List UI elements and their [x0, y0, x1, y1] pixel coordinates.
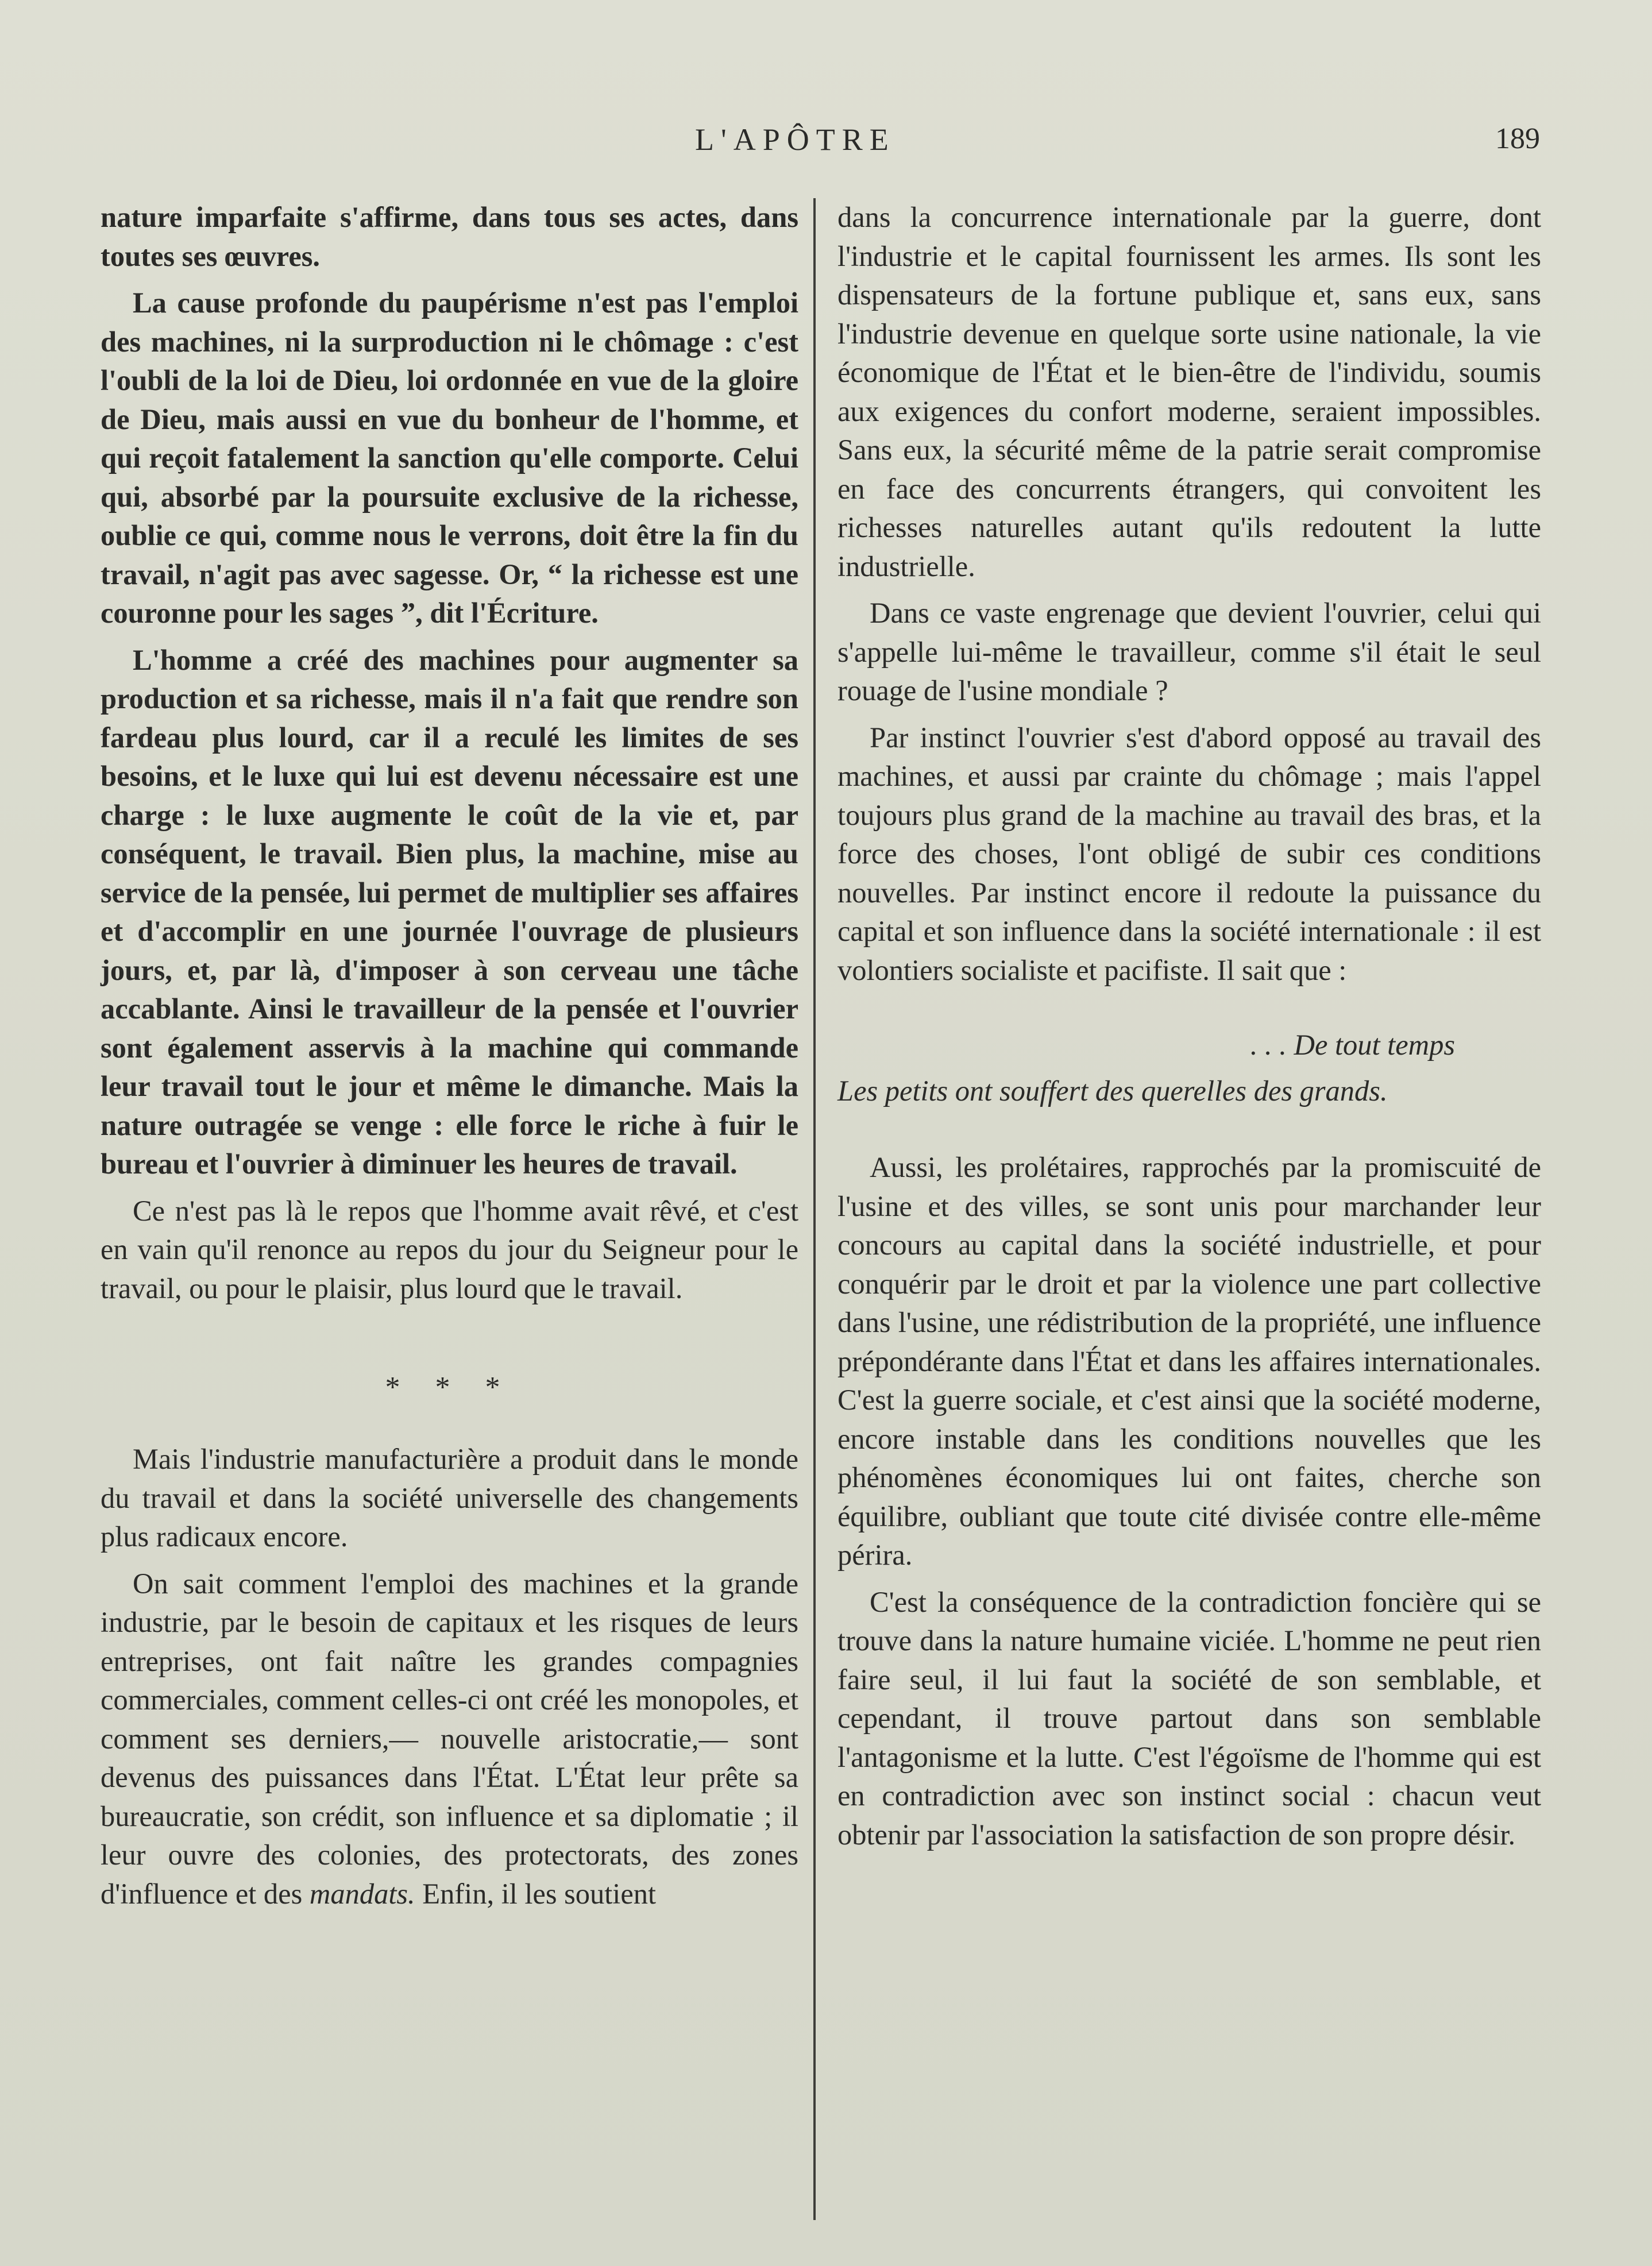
- paragraph: Mais l'industrie manufacturière a produit dans le monde du travail et dans la société universelle des changements plus radicaux encore.: [101, 1443, 798, 1553]
- paragraph: C'est la conséquence de la contradiction foncière qui se trouve dans la nature humaine viciée. L'homme ne peut rien faire seul, il lui faut la société de son semblable, et cependant, il trouve partout dans son semblable l'antagonisme et la lutte. C'est l'égoïsme de l'homme qui est en contradiction avec son instinct social : chacun veut obtenir par l'association la satisfaction de son propre désir.: [837, 1585, 1541, 1851]
- paragraph: La cause profonde du paupérisme n'est pas l'emploi des machines, ni la surproduction ni le chômage : c'est l'oubli de la loi de Dieu, loi ordonnée en vue de la gloire de Dieu, mais aussi en vue du bonheur de l'homme, et qui reçoit fatalement la sanction qu'elle comporte. Celui qui, absorbé par la poursuite exclusive de la richesse, oublie ce qui, comme nous le verrons, doit être la fin du travail, n'agit pas avec sagesse. Or, “ la richesse est une couronne pour les sages ”, dit l'Écriture.: [101, 287, 798, 629]
- paragraph: [101, 1565, 798, 1914]
- left-column: [101, 198, 798, 1913]
- right-column: [837, 198, 1541, 1854]
- paragraph: Aussi, les prolétaires, rapprochés par la promiscuité de l'usine et des villes, se sont unis pour marchander leur concours au capital dans la société industrielle, et pour conquérir par le droit et par la violence une part collective dans l'usine, une rédistribution de la propriété, une influence prépondérante dans l'État et dans les affaires internationales. C'est la guerre sociale, et c'est ainsi que la société moderne, encore instable dans les conditions nouvelles que les phénomènes économiques lui ont faites, cherche son équilibre, oubliant que toute cité divisée contre elle-même périra.: [837, 1151, 1541, 1571]
- quote-line: Les petits ont souffert des querelles des grands.: [837, 1075, 1388, 1107]
- column-divider: [813, 198, 816, 2220]
- running-title: L'APÔTRE: [695, 122, 896, 157]
- paragraph: nature imparfaite s'affirme, dans tous ses actes, dans toutes ses œuvres.: [101, 201, 798, 272]
- paragraph: Ce n'est pas là le repos que l'homme avait rêvé, et c'est en vain qu'il renonce au repos du jour du Seigneur pour le travail, ou pour le plaisir, plus lourd que le travail.: [101, 1194, 798, 1304]
- paragraph-tail: Enfin, il les soutient: [415, 1877, 657, 1910]
- paragraph: Dans ce vaste engrenage que devient l'ouvrier, celui qui s'appelle lui-même le travailleur, comme s'il était le seul rouage de l'usine mondiale ?: [837, 597, 1541, 707]
- page-number: 189: [1495, 122, 1540, 155]
- running-head: [0, 122, 1652, 162]
- paragraph-text: On sait comment l'emploi des machines et la grande industrie, par le besoin de capitaux et les risques de leurs entreprises, ont fait naître les grandes compagnies commerciales, comment celles-ci ont créé les monopoles, et comment ses derniers,— nouvelle aristocratie,— sont devenus des puissances dans l'État. L'État leur prête sa bureaucratie, son crédit, son influence et sa diplomatie ; il leur ouvre des colonies, des protectorats, des zones d'influence et des: [101, 1567, 798, 1910]
- paragraph: dans la concurrence internationale par la guerre, dont l'industrie et le capital fournissent les armes. Ils sont les dispensateurs de la fortune publique et, sans eux, sans l'industrie devenue en quelque sorte usine nationale, la vie économique de l'État et le bien-être de l'individu, soumis aux exigences du confort moderne, seraient impossibles. Sans eux, la sécurité même de la patrie serait compromise en face des concurrents étrangers, qui convoitent les richesses naturelles autant qu'ils redoutent la lutte industrielle.: [837, 201, 1541, 582]
- italic-word: mandats.: [309, 1877, 415, 1910]
- section-separator: * * *: [385, 1371, 514, 1404]
- paragraph: Par instinct l'ouvrier s'est d'abord opposé au travail des machines, et aussi par crainte du chômage ; mais l'appel toujours plus grand de la machine au travail des bras, et la force des choses, l'ont obligé de subir ces conditions nouvelles. Par instinct encore il redoute la puissance du capital et son influence dans la société internationale : il est volontiers socialiste et pacifiste. Il sait que :: [837, 721, 1541, 986]
- paragraph: L'homme a créé des machines pour augmenter sa production et sa richesse, mais il n'a fait que rendre son fardeau plus lourd, car il a reculé les limites de ses besoins, et le luxe qui lui est devenu nécessaire est une charge : le luxe augmente le coût de la vie et, par conséquent, le travail. Bien plus, la machine, mise au service de la pensée, lui permet de multiplier ses affaires et d'accomplir en une journée l'ouvrage de plusieurs jours, et, par là, d'imposer à son cerveau une tâche accablante. Ainsi le travailleur de la pensée et l'ouvrier sont également asservis à la machine qui commande leur travail tout le jour et même le dimanche. Mais la nature outragée se venge : elle force le riche à fuir le bureau et l'ouvrier à diminuer les heures de travail.: [101, 643, 798, 1180]
- quote-line: . . . De tout temps: [1250, 1029, 1455, 1061]
- verse-quote: [837, 1022, 1541, 1114]
